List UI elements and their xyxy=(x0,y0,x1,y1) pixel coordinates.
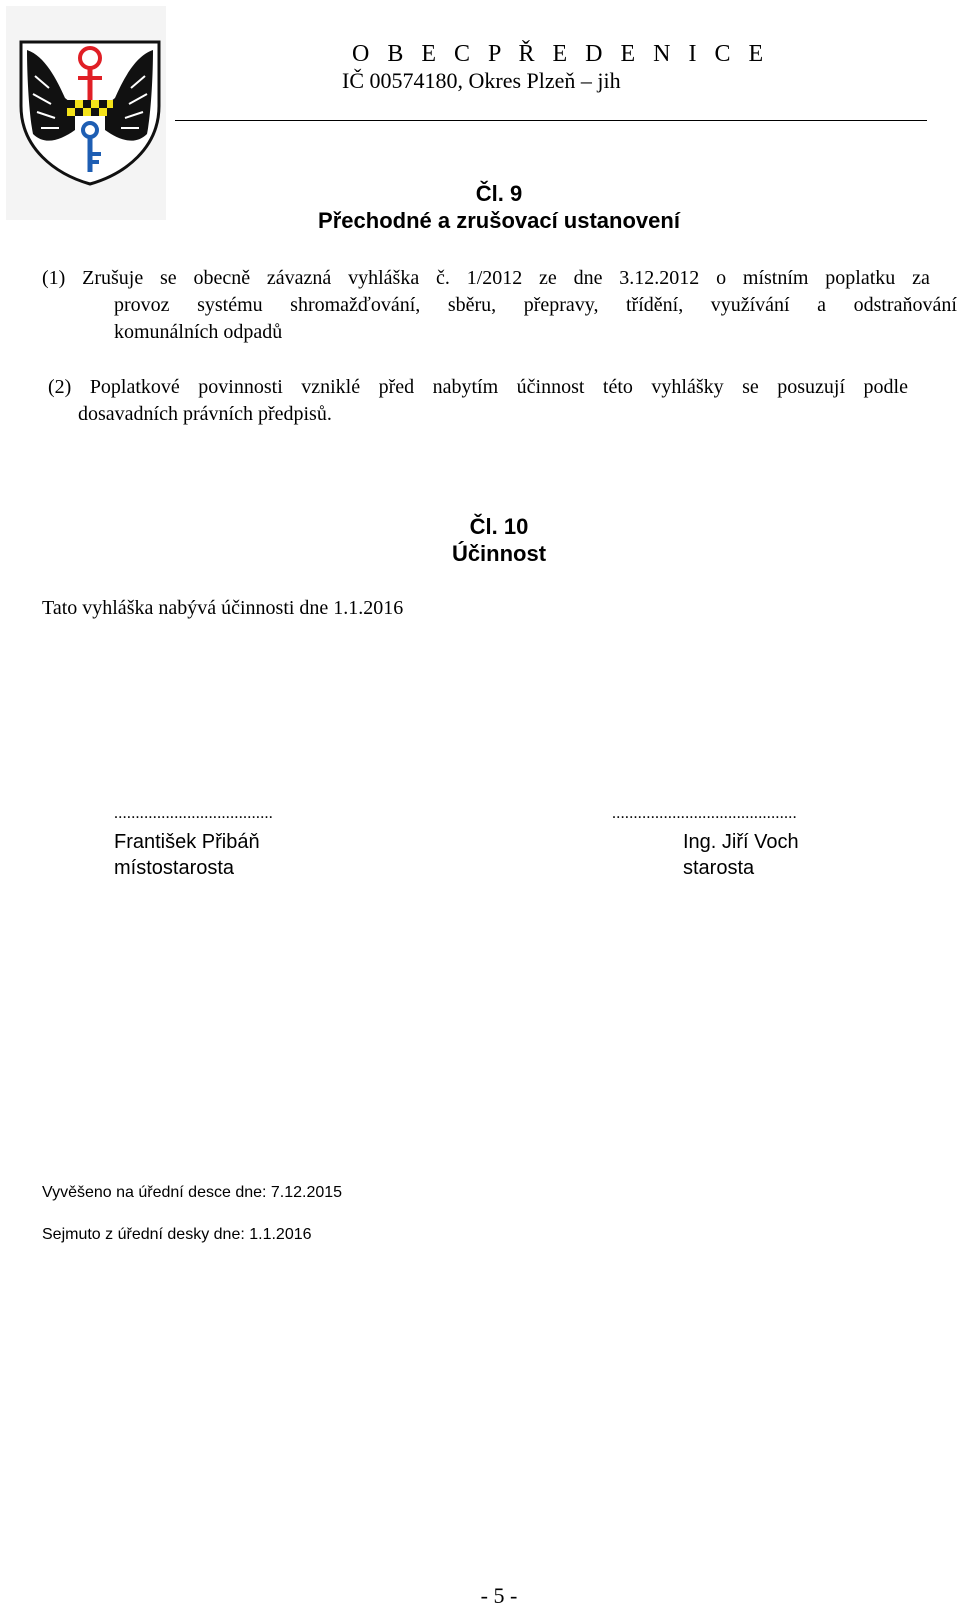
article-10-number: Čl. 10 xyxy=(469,514,529,539)
signatory-role-right: starosta xyxy=(683,857,755,879)
paragraph-line: komunálních odpadů xyxy=(114,321,283,343)
article-9-number: Čl. 9 xyxy=(475,181,523,206)
signatory-name-left: František Přibáň xyxy=(114,831,260,853)
signature-line-right: ........................................... xyxy=(612,805,797,822)
header-divider xyxy=(175,120,927,121)
article-9-paragraph-2 xyxy=(48,374,960,428)
article-10-title: Účinnost xyxy=(451,541,547,566)
article-9-title: Přechodné a zrušovací ustanovení xyxy=(318,208,680,233)
signatory-role-left: místostarosta xyxy=(114,857,235,879)
paragraph-line: dosavadních právních předpisů. xyxy=(78,403,332,425)
municipality-name: O B E C P Ř E D E N I C E xyxy=(352,41,770,67)
removed-date-note: Sejmuto z úřední desky dne: 1.1.2016 xyxy=(42,1226,312,1243)
posted-date-note: Vyvěšeno na úřední desce dne: 7.12.2015 xyxy=(42,1184,343,1201)
municipality-info: IČ 00574180, Okres Plzeň – jih xyxy=(342,68,621,93)
signature-line-left: ..................................... xyxy=(114,805,274,822)
page-number: - 5 - xyxy=(480,1583,518,1608)
paragraph-line: provoz systému shromažďování, sběru, přepravy, třídění, využívání a odstraňování xyxy=(114,294,957,316)
effective-date-text: Tato vyhláška nabývá účinnosti dne 1.1.2016 xyxy=(42,597,404,619)
signatory-name-right: Ing. Jiří Voch xyxy=(683,831,799,853)
paragraph-line: (2) Poplatkové povinnosti vzniklé před nabytím účinnost této vyhlášky se posuzují podle xyxy=(48,376,908,398)
article-9-paragraph-1 xyxy=(42,265,960,346)
crest-icon xyxy=(15,36,165,186)
paragraph-line: (1) Zrušuje se obecně závazná vyhláška č. 1/2012 ze dne 3.12.2012 o místním poplatku za xyxy=(42,267,930,289)
